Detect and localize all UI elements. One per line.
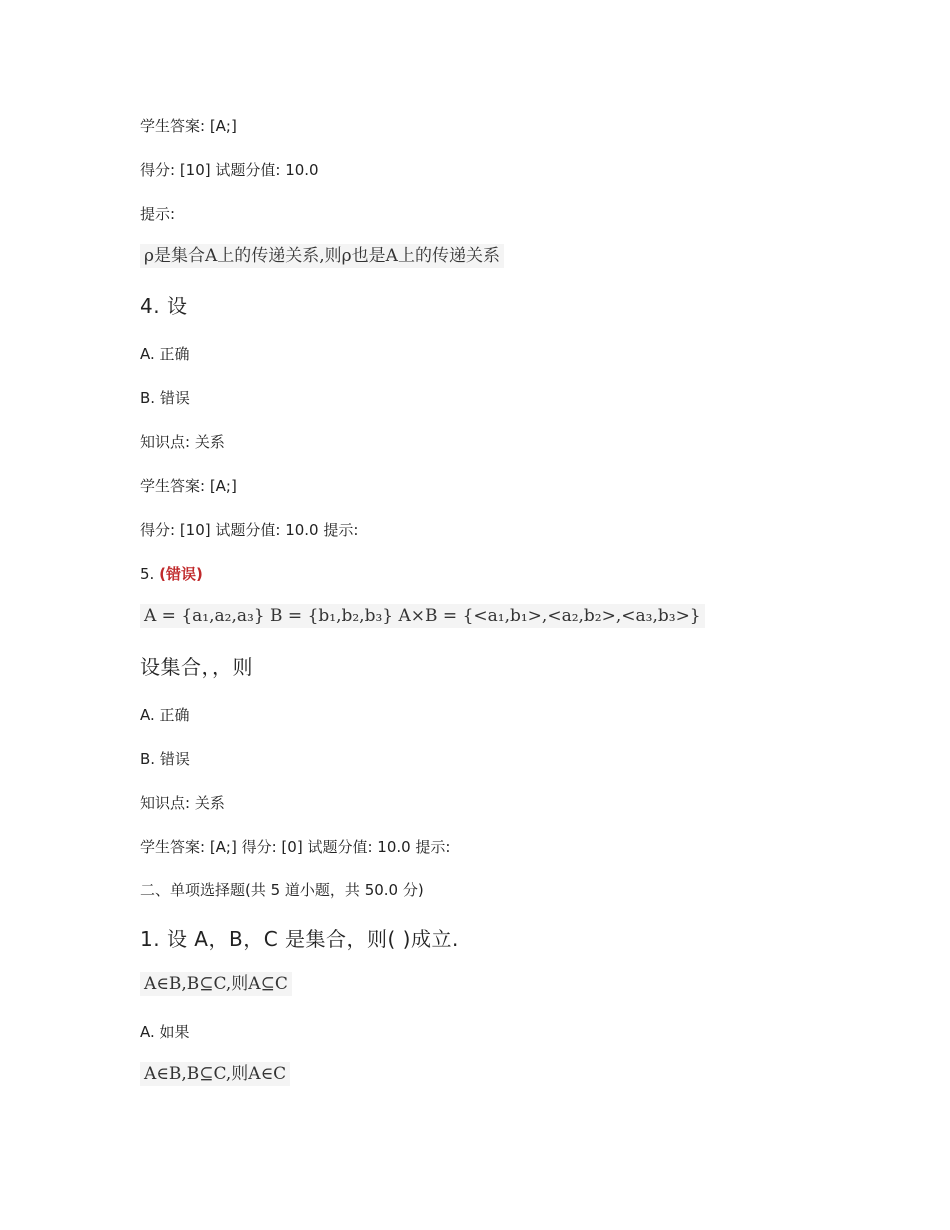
- student-answer-line: 学生答案: [A;]: [140, 117, 237, 135]
- question-5-formula: A = {a₁,a₂,a₃} B = {b₁,b₂,b₃} A×B = {<a₁,b₁>,<a₂,b₂>,<a₃,b₃>}: [140, 604, 705, 628]
- section-2-question-1-formula-1: A∈B,B⊆C,则A⊆C: [140, 972, 292, 996]
- question-5-option-a: A. 正确: [140, 706, 190, 724]
- hint-label: 提示:: [140, 205, 176, 223]
- section-2-header: 二、单项选择题(共 5 道小题，共 50.0 分): [140, 881, 424, 899]
- question-5-header: [140, 564, 203, 584]
- section-2-question-1-title: 1. 设 A，B，C 是集合，则( )成立.: [140, 927, 459, 951]
- section-2-question-1-formula-2: A∈B,B⊆C,则A∈C: [140, 1062, 290, 1086]
- section-2-question-1-option-a: A. 如果: [140, 1023, 190, 1041]
- score-line: 得分: [10] 试题分值: 10.0: [140, 161, 319, 179]
- question-5-knowledge-point: 知识点: 关系: [140, 794, 225, 812]
- question-4-option-b: B. 错误: [140, 389, 190, 407]
- question-4-student-answer: 学生答案: [A;]: [140, 477, 237, 495]
- question-5-answer-score-hint: 学生答案: [A;] 得分: [0] 试题分值: 10.0 提示:: [140, 838, 451, 856]
- question-5-number: 5.: [140, 565, 155, 583]
- question-4-knowledge-point: 知识点: 关系: [140, 433, 225, 451]
- question-5-status: (错误): [159, 565, 203, 583]
- question-5-option-b: B. 错误: [140, 750, 190, 768]
- question-4-title: 4. 设: [140, 294, 188, 318]
- hint-formula: ρ是集合A上的传递关系,则ρ也是A上的传递关系: [140, 244, 504, 268]
- question-5-title: 设集合，，则: [140, 655, 253, 679]
- question-4-option-a: A. 正确: [140, 345, 190, 363]
- question-4-score-hint: 得分: [10] 试题分值: 10.0 提示:: [140, 521, 359, 539]
